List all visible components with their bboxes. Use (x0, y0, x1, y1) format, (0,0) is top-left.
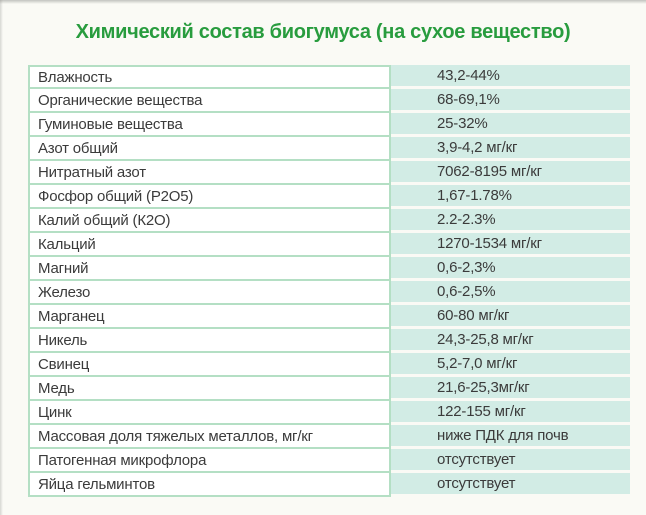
parameter-name: Яйца гельминтов (28, 473, 391, 497)
table-row (28, 209, 630, 233)
parameter-name: Азот общий (28, 137, 391, 161)
table-row (28, 305, 630, 329)
parameter-name: Свинец (28, 353, 391, 377)
parameter-value: 21,6-25,3мг/кг (391, 377, 630, 401)
composition-table (28, 65, 630, 497)
table-row (28, 161, 630, 185)
table-row (28, 113, 630, 137)
table-row (28, 185, 630, 209)
parameter-name: Кальций (28, 233, 391, 257)
scan-edge-left (0, 0, 3, 515)
parameter-value: 43,2-44% (391, 65, 630, 89)
parameter-name: Патогенная микрофлора (28, 449, 391, 473)
parameter-name: Фосфор общий (Р2О5) (28, 185, 391, 209)
parameter-value: 2.2-2.3% (391, 209, 630, 233)
table-row (28, 65, 630, 89)
table-row (28, 377, 630, 401)
parameter-value: 1,67-1.78% (391, 185, 630, 209)
table-row (28, 281, 630, 305)
table-row (28, 449, 630, 473)
table-row (28, 401, 630, 425)
parameter-name: Нитратный азот (28, 161, 391, 185)
table-row (28, 137, 630, 161)
parameter-value: 3,9-4,2 мг/кг (391, 137, 630, 161)
table-row (28, 425, 630, 449)
parameter-value: отсутствует (391, 473, 630, 497)
table-row (28, 89, 630, 113)
parameter-name: Калий общий (К2О) (28, 209, 391, 233)
parameter-name: Магний (28, 257, 391, 281)
parameter-value: 122-155 мг/кг (391, 401, 630, 425)
parameter-name: Цинк (28, 401, 391, 425)
table-row (28, 353, 630, 377)
parameter-value: 0,6-2,3% (391, 257, 630, 281)
parameter-name: Влажность (28, 65, 391, 89)
parameter-value: 7062-8195 мг/кг (391, 161, 630, 185)
table-row (28, 329, 630, 353)
parameter-name: Медь (28, 377, 391, 401)
parameter-name: Органические вещества (28, 89, 391, 113)
parameter-value: 5,2-7,0 мг/кг (391, 353, 630, 377)
parameter-value: отсутствует (391, 449, 630, 473)
parameter-name: Гуминовые вещества (28, 113, 391, 137)
page-title: Химический состав биогумуса (на сухое вещество) (75, 21, 571, 43)
parameter-name: Никель (28, 329, 391, 353)
parameter-value: 0,6-2,5% (391, 281, 630, 305)
parameter-value: 68-69,1% (391, 89, 630, 113)
parameter-value: 1270-1534 мг/кг (391, 233, 630, 257)
parameter-name: Железо (28, 281, 391, 305)
parameter-name: Марганец (28, 305, 391, 329)
table-row (28, 473, 630, 497)
parameter-value: 25-32% (391, 113, 630, 137)
table-row (28, 257, 630, 281)
parameter-name: Массовая доля тяжелых металлов, мг/кг (28, 425, 391, 449)
scan-edge-top (0, 0, 646, 4)
parameter-value: ниже ПДК для почв (391, 425, 630, 449)
parameter-value: 60-80 мг/кг (391, 305, 630, 329)
parameter-value: 24,3-25,8 мг/кг (391, 329, 630, 353)
table-row (28, 233, 630, 257)
